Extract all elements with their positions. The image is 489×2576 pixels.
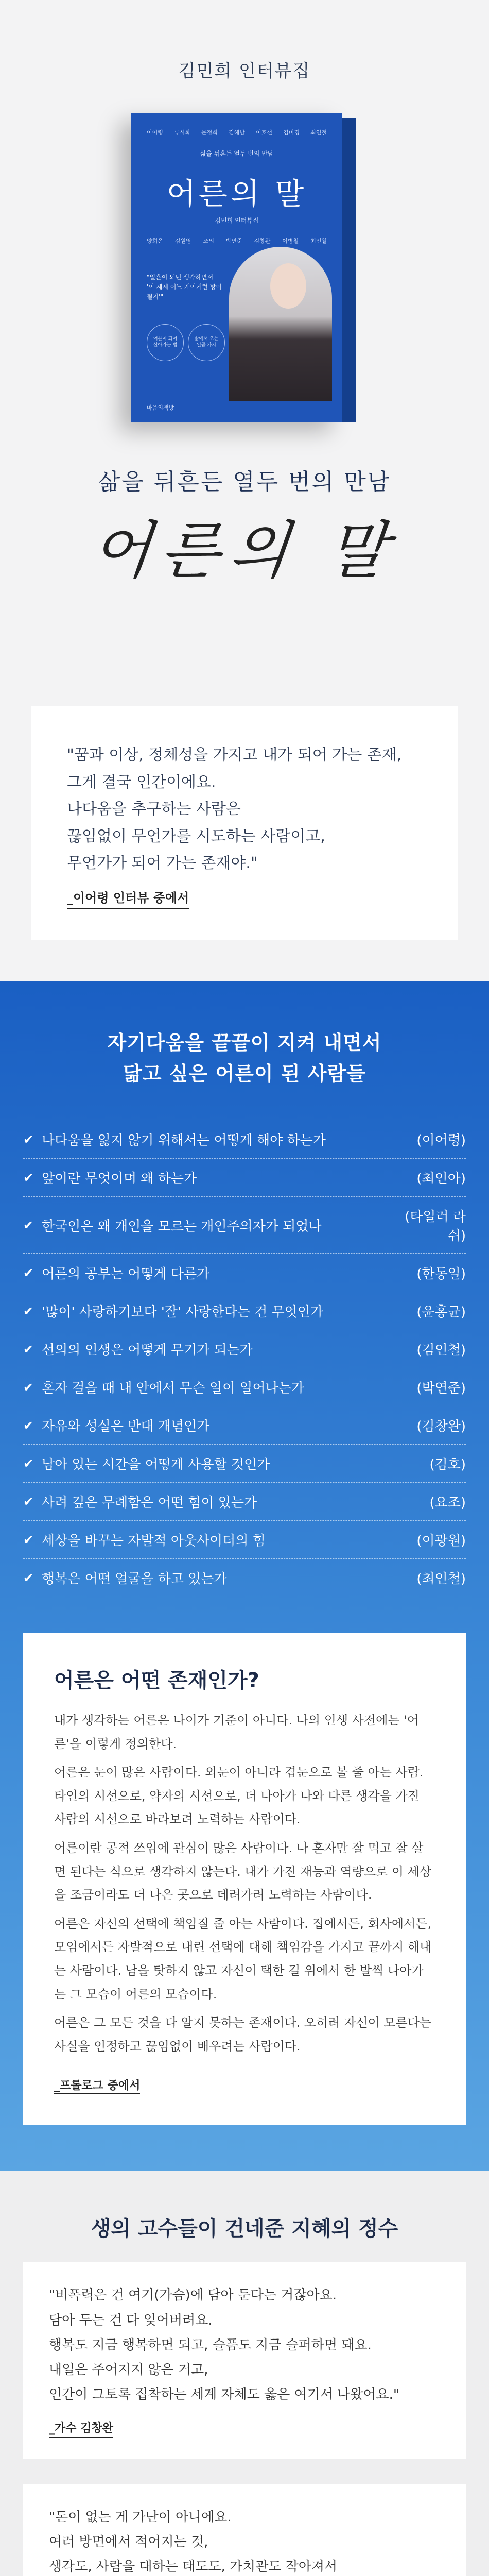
book-interviewee-name: 류시화 <box>174 129 190 136</box>
wisdom-quote-line: 여러 방면에서 적어지는 것, <box>49 2534 208 2550</box>
quote-line: 그게 결국 인간이에요. <box>67 773 216 791</box>
essay-box <box>23 1633 466 2125</box>
contents-item-title: 자유와 성실은 반대 개념인가 <box>42 1419 210 1435</box>
book-interviewee-name: 김창완 <box>254 238 271 244</box>
check-icon: ✔ <box>23 1342 34 1357</box>
check-icon: ✔ <box>23 1570 34 1585</box>
check-icon: ✔ <box>23 1418 34 1433</box>
book-spine <box>342 118 356 422</box>
hero-script-title: 어른의 말 <box>88 515 400 587</box>
quote-source: _이어령 인터뷰 중에서 <box>67 888 189 909</box>
essay-paragraph: 어른은 자신의 선택에 책임질 줄 아는 사람이다. 집에서든, 회사에서든, 모임에서든 자발적으로 내린 선택에 대해 책임감을 가지고 끝까지 해내는 사람이다. 남을 탓하지 않고 자신이 택한 길 위에서 한 발씩 나아가는 그 모습이 어른의 모습이다. <box>54 1916 432 2002</box>
wisdom-quote-box <box>23 2484 466 2576</box>
book-badge-2: 삶에서 오는 일곱 가지 <box>188 324 225 361</box>
wisdom-quote-line: 생각도, 사람을 대하는 태도도, 가치관도 작아져서 <box>49 2559 338 2575</box>
essay-paragraph: 내가 생각하는 어른은 나이가 기준이 아니다. 나의 인생 사전에는 '어른'을 이렇게 정의한다. <box>54 1713 419 1751</box>
contents-item-title: 남아 있는 시간을 어떻게 사용할 것인가 <box>42 1457 270 1473</box>
contents-item <box>23 1368 466 1406</box>
hero-label: 김민희 인터뷰집 <box>178 61 311 81</box>
contents-item-person: (윤홍균) <box>416 1304 466 1320</box>
contents-title-line-2: 닮고 싶은 어른이 된 사람들 <box>123 1062 366 1086</box>
contents-item <box>23 1197 466 1254</box>
contents-item-person: (이광원) <box>416 1533 466 1549</box>
contents-item-person: (박연준) <box>416 1381 466 1397</box>
contents-item-person: (김호) <box>429 1457 466 1473</box>
contents-item <box>23 1121 466 1159</box>
contents-item-title: 세상을 바꾸는 자발적 아웃사이더의 힘 <box>42 1533 266 1549</box>
contents-item-person: (최인철) <box>416 1571 466 1587</box>
contents-title <box>15 1027 474 1090</box>
book-names-bottom <box>147 236 327 245</box>
hero-section <box>0 0 489 685</box>
book-interviewee-name: 김혜남 <box>229 129 245 136</box>
wisdom-quote-line: 인간이 그토록 집착하는 세계 자체도 옳은 여기서 나왔어요." <box>49 2386 399 2402</box>
book-quote: "일흔이 되던 생각하면서 '이 제제 어느 케이커런 방이 될지'" <box>147 274 222 301</box>
book-interviewee-name: 김원영 <box>174 238 191 244</box>
book-publisher: 마음의책방 <box>147 404 174 411</box>
contents-item-title: 어른의 공부는 어떻게 다른가 <box>42 1266 210 1282</box>
contents-list <box>23 1121 466 1597</box>
quote-line: 끊임없이 무언가를 시도하는 사람이고, <box>67 827 325 845</box>
book-names-top <box>147 128 327 137</box>
wisdom-section <box>0 2171 489 2576</box>
contents-item-title: 혼자 걸을 때 내 안에서 무슨 일이 일어나는가 <box>42 1381 304 1397</box>
contents-item <box>23 1483 466 1521</box>
book-cover-wrap <box>0 113 489 432</box>
book-interviewee-name: 이병철 <box>282 238 299 244</box>
check-icon: ✔ <box>23 1380 34 1395</box>
wisdom-quote-line: 행복도 지금 행복하면 되고, 슬픔도 지금 슬퍼하면 돼요. <box>49 2337 372 2353</box>
essay-paragraph: 어른이란 공적 쓰임에 관심이 많은 사람이다. 나 혼자만 잘 먹고 잘 살면 된다는 식으로 생각하지 않는다. 내가 가진 재능과 역량으로 이 세상을 조금이라도 더 나은 곳으로 데려가려 노력하는 사람이다. <box>54 1841 432 1903</box>
contents-title-line-1: 자기다움을 끝끝이 지켜 내면서 <box>107 1031 382 1054</box>
check-icon: ✔ <box>23 1218 34 1233</box>
quote-box <box>31 706 458 940</box>
contents-item <box>23 1292 466 1330</box>
author-face <box>270 263 306 309</box>
contents-section <box>0 981 489 2172</box>
wisdom-quote-line: "비폭력은 건 여기(가슴)에 담아 둔다는 거잖아요. <box>49 2287 337 2303</box>
check-icon: ✔ <box>23 1303 34 1318</box>
book-interviewee-name: 이호선 <box>256 129 272 136</box>
contents-item-person: (한동일) <box>416 1266 466 1282</box>
book-subtitle: 삶을 뒤흔든 열두 번의 만남 <box>200 150 274 157</box>
wisdom-title: 생의 고수들이 건네준 지혜의 정수 <box>91 2217 398 2241</box>
essay-source: _프롤로그 중에서 <box>54 2077 140 2094</box>
book-interviewee-name: 조의 <box>203 238 214 244</box>
wisdom-quote-box <box>23 2262 466 2458</box>
contents-item <box>23 1254 466 1292</box>
wisdom-list <box>0 2262 489 2576</box>
book-interviewee-name: 박연준 <box>225 238 242 244</box>
book-badge-1: 어른이 되어 살아가는 법 <box>147 324 184 361</box>
contents-item-title: 나다움을 잃지 않기 위해서는 어떻게 해야 하는가 <box>42 1133 326 1149</box>
essay-title: 어른은 어떤 존재인가? <box>54 1669 259 1693</box>
contents-item-title: 사려 깊은 무례함은 어떤 힘이 있는가 <box>42 1495 257 1511</box>
contents-item <box>23 1330 466 1368</box>
contents-item-person: (타일러 라쉬) <box>405 1209 466 1244</box>
book-interviewee-name: 최인철 <box>310 238 327 244</box>
contents-item-title: '많이' 사랑하기보다 '잘' 사랑한다는 건 무엇인가 <box>42 1304 324 1320</box>
book-author: 김민희 인터뷰집 <box>215 217 259 224</box>
check-icon: ✔ <box>23 1265 34 1280</box>
hero-tagline: 삶을 뒤흔든 열두 번의 만남 <box>98 469 391 495</box>
book-interviewee-name: 김미경 <box>283 129 300 136</box>
book-interviewee-name: 최인철 <box>310 129 327 136</box>
wisdom-quote-line: 내일은 주어지지 않은 거고, <box>49 2362 208 2378</box>
contents-item-person: (이어령) <box>416 1133 466 1149</box>
contents-item <box>23 1406 466 1445</box>
book-interviewee-name: 문정희 <box>201 129 218 136</box>
contents-item-person: (김인철) <box>416 1343 466 1359</box>
essay-paragraph: 어른은 그 모든 것을 다 알지 못하는 존재이다. 오히려 자신이 모른다는 사실을 인정하고 끊임없이 배우려는 사람이다. <box>54 2015 432 2054</box>
check-icon: ✔ <box>23 1494 34 1509</box>
contents-item-title: 앞이란 무엇이며 왜 하는가 <box>42 1171 197 1187</box>
book-title: 어른의 말 <box>166 176 307 211</box>
contents-item <box>23 1159 466 1197</box>
quote-section <box>0 685 489 981</box>
contents-item-person: (김창완) <box>416 1419 466 1435</box>
quote-line: 나다움을 추구하는 사람은 <box>67 800 241 818</box>
quote-line: 무언가가 되어 가는 존재야." <box>67 854 258 872</box>
contents-item-title: 한국인은 왜 개인을 모르는 개인주의자가 되었나 <box>42 1218 322 1234</box>
wisdom-quote-line: 담아 두는 건 다 잊어버려요. <box>49 2312 213 2328</box>
wisdom-quote-source: _가수 김창완 <box>49 2419 113 2438</box>
contents-item-person: (최인아) <box>416 1171 466 1187</box>
contents-item <box>23 1521 466 1559</box>
contents-item <box>23 1445 466 1483</box>
book-interviewee-name: 양희은 <box>147 238 163 244</box>
essay-paragraph: 어른은 눈이 많은 사람이다. 외눈이 아니라 겹눈으로 볼 줄 아는 사람. 타인의 시선으로, 약자의 시선으로, 더 나아가 나와 다른 생각을 가진 사람의 시선으로 바라보려 노력하는 사람이다. <box>54 1765 424 1827</box>
check-icon: ✔ <box>23 1170 34 1185</box>
check-icon: ✔ <box>23 1132 34 1147</box>
book-interviewee-name: 이어령 <box>147 129 163 136</box>
check-icon: ✔ <box>23 1456 34 1471</box>
quote-line: "꿈과 이상, 정체성을 가지고 내가 되어 가는 존재, <box>67 746 402 764</box>
wisdom-quote-line: "돈이 없는 게 가난이 아니에요. <box>49 2509 232 2525</box>
contents-item-title: 선의의 인생은 어떻게 무기가 되는가 <box>42 1343 253 1359</box>
contents-item-title: 행복은 어떤 얼굴을 하고 있는가 <box>42 1571 227 1587</box>
contents-item-person: (요조) <box>429 1495 466 1511</box>
check-icon: ✔ <box>23 1532 34 1547</box>
contents-item <box>23 1559 466 1597</box>
book-cover <box>131 113 342 422</box>
